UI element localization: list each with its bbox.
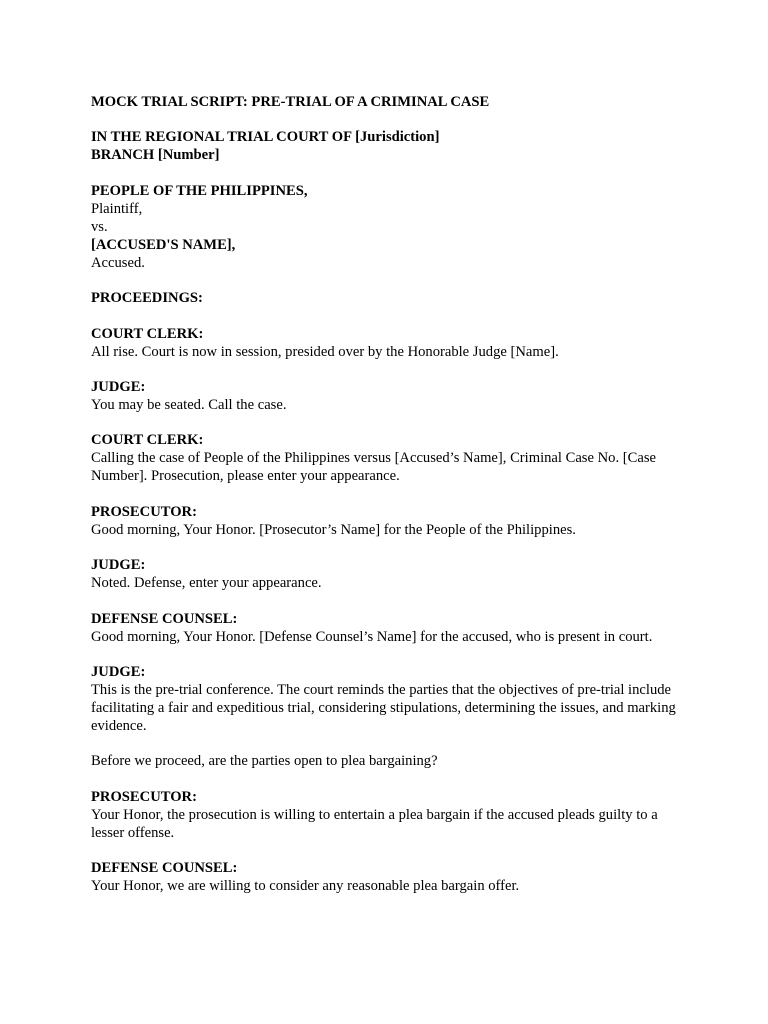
speaker-label: JUDGE: — [91, 663, 146, 680]
spacer — [91, 307, 691, 324]
court-line: IN THE REGIONAL TRIAL COURT OF [Jurisdiction] — [91, 129, 440, 146]
speech-text: You may be seated. Call the case. — [91, 396, 287, 413]
speech-text: Good morning, Your Honor. [Defense Counsel’s Name] for the accused, who is present in court. — [91, 628, 653, 645]
proceedings-heading: PROCEEDINGS: — [91, 290, 203, 307]
speech-text: Before we proceed, are the parties open to plea bargaining? — [91, 753, 438, 770]
spacer — [91, 485, 691, 502]
speech-text: All rise. Court is now in session, presided over by the Honorable Judge [Name]. — [91, 343, 559, 360]
speech-text: Good morning, Your Honor. [Prosecutor’s Name] for the People of the Philippines. — [91, 521, 576, 538]
speaker-label: COURT CLERK: — [91, 325, 204, 342]
document-page — [91, 93, 691, 895]
spacer — [91, 414, 691, 431]
spacer — [91, 272, 691, 289]
speaker-label: PROSECUTOR: — [91, 503, 197, 520]
plaintiff-role: Plaintiff, — [91, 200, 143, 217]
speaker-label: JUDGE: — [91, 557, 146, 574]
versus-text: vs. — [91, 218, 108, 235]
spacer — [91, 735, 691, 752]
spacer — [91, 164, 691, 181]
speech-text: Noted. Defense, enter your appearance. — [91, 575, 322, 592]
speaker-label: PROSECUTOR: — [91, 788, 197, 805]
spacer — [91, 592, 691, 609]
spacer — [91, 111, 691, 128]
speaker-label: DEFENSE COUNSEL: — [91, 860, 238, 877]
speaker-label: COURT CLERK: — [91, 432, 204, 449]
spacer — [91, 361, 691, 378]
speaker-label: DEFENSE COUNSEL: — [91, 610, 238, 627]
spacer — [91, 646, 691, 663]
speech-text: Your Honor, the prosecution is willing to entertain a plea bargain if the accused pleads guilty to a lesser offense. — [91, 806, 658, 841]
branch-line: BRANCH [Number] — [91, 147, 220, 164]
accused-name: [ACCUSED'S NAME], — [91, 236, 236, 253]
spacer — [91, 539, 691, 556]
spacer — [91, 770, 691, 787]
document-title: MOCK TRIAL SCRIPT: PRE-TRIAL OF A CRIMINAL CASE — [91, 94, 490, 110]
speech-text: This is the pre-trial conference. The court reminds the parties that the objectives of pre-trial include facilitating a fair and expeditious trial, considering stipulations, determining the issues, and marking evidence. — [91, 681, 676, 734]
speech-text: Your Honor, we are willing to consider any reasonable plea bargain offer. — [91, 878, 520, 895]
spacer — [91, 842, 691, 859]
speech-text: Calling the case of People of the Philippines versus [Accused’s Name], Criminal Case No. [Case Number]. Prosecution, please enter your appearance. — [91, 450, 656, 485]
dialogue-block — [91, 325, 691, 896]
accused-role: Accused. — [91, 254, 145, 271]
speaker-label: JUDGE: — [91, 378, 146, 395]
plaintiff-name: PEOPLE OF THE PHILIPPINES, — [91, 182, 308, 199]
